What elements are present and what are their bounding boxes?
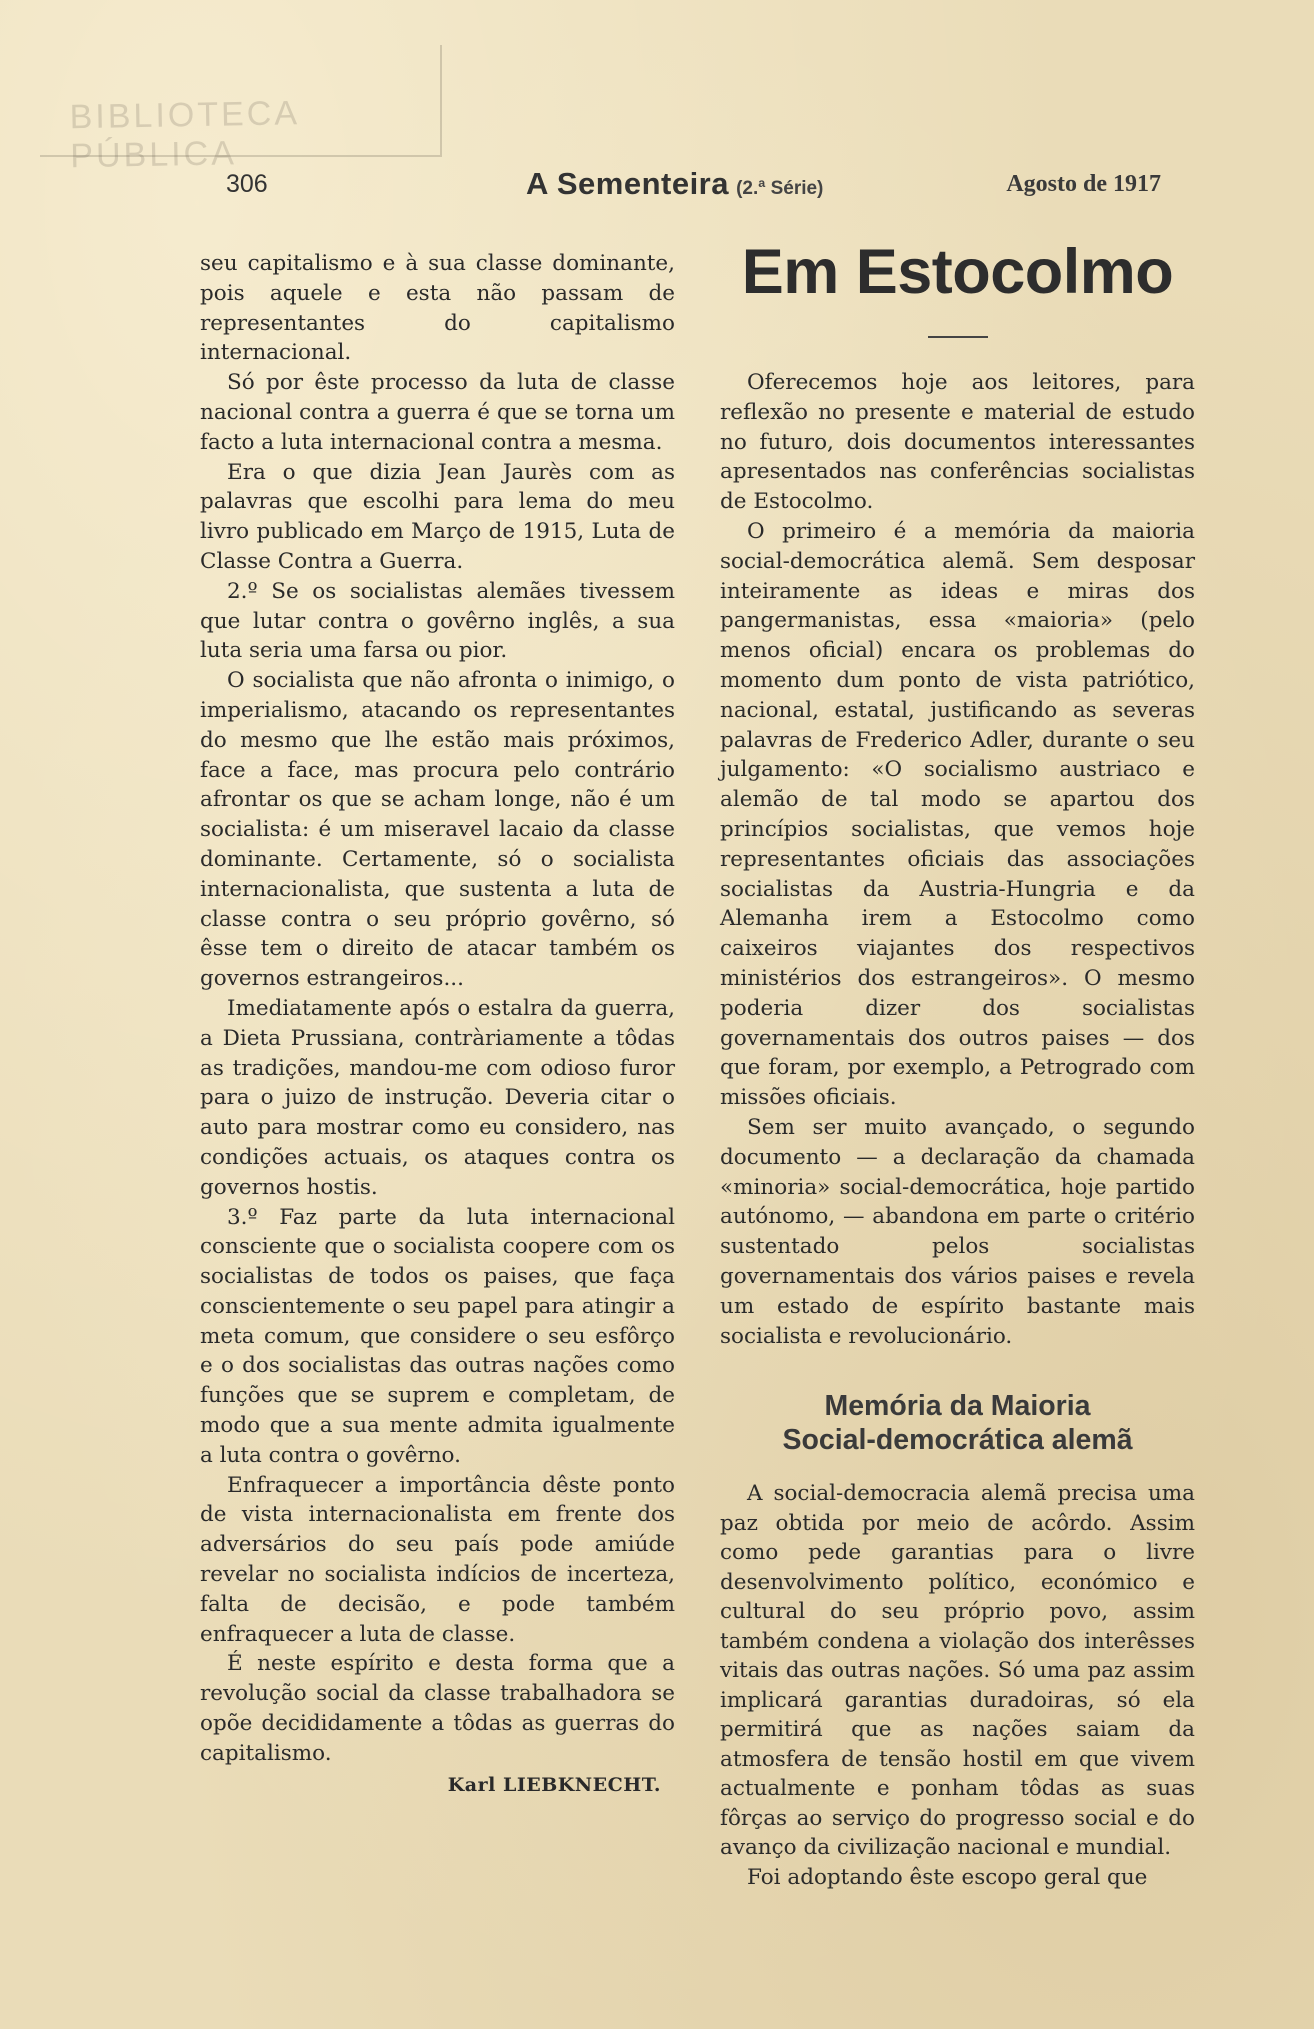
- paragraph: O socialista que não afronta o inimigo, o imperialismo, atacando os representantes do mesmo que lhe estão mais próximos, face a face, mas procura pelo contrário afrontar os que se acham longe, não é um socialista: é um miseravel lacaio da classe dominante. Certamente, só o socialista internacionalista, que sustenta a luta de classe contra o seu próprio govêrno, só êsse tem o direito de atacar também os governos estrangeiros...: [200, 668, 675, 992]
- issue-date: Agosto de 1917: [1006, 171, 1161, 197]
- paragraph: Imediatamente após o estalra da guerra, a Dieta Prussiana, contràriamente a tôdas as tradições, mandou-me com odioso furor para o juizo de instrução. Deveria citar o auto para mostrar como eu considero, nas condições actuais, os ataques contra os governos hostis.: [200, 995, 675, 1200]
- section-heading: [720, 1389, 1195, 1457]
- journal-title-block: [526, 166, 823, 202]
- paragraph: A social-democracia alemã precisa uma paz obtida por meio de acôrdo. Assim como pede garantias para o livre desenvolvimento político, económico e cultural do seu próprio povo, assim também condena a violação dos interêsses vitais das outras nações. Só uma paz assim implicará garantias duradoiras, só ela permitirá que as nações saiam da atmosfera de tensão hostil em que vivem actualmente e ponham tôdas as suas fôrças ao serviço do progresso social e do avanço da civilização nacional e mundial.: [720, 1481, 1195, 1861]
- page-header: [226, 166, 1161, 206]
- paragraph: 3.º Faz parte da luta internacional consciente que o socialista coopere com os socialistas de todos os paises, que faça conscientemente o seu papel para atingir a meta comum, que considere o seu esfôrço e o dos socialistas das outras nações como funções que se suprem e completam, de modo que a sua mente admita igualmente a luta contra o govêrno.: [200, 1204, 675, 1468]
- title-divider: [928, 336, 988, 338]
- paragraph: O primeiro é a memória da maioria social-democrática alemã. Sem desposar inteiramente as ideas e miras dos pangermanistas, essa «maioria» (pelo menos oficial) encara os problemas do momento dum ponto de vista patriótico, nacional, estatal, justificando as severas palavras de Frederico Adler, durante o seu julgamento: «O socialismo austriaco e alemão de tal modo se apartou dos princípios socialistas, que vemos hoje representantes oficiais das associações socialistas da Austria-Hungria e da Alemanha irem a Estocolmo como caixeiros viajantes dos respectivos ministérios dos estrangeiros». O mesmo poderia dizer dos socialistas governamentais dos outros paises — dos que foram, por exemplo, a Petrogrado com missões oficiais.: [720, 518, 1195, 1111]
- left-column: [200, 249, 675, 1800]
- author-signature: Karl LIEBKNECHT.: [447, 1773, 661, 1796]
- section-heading-line: Memória da Maioria: [824, 1390, 1091, 1423]
- paragraph: É neste espírito e desta forma que a revolução social da classe trabalhadora se opõe decididamente a tôdas as guerras do capitalismo.: [200, 1651, 675, 1766]
- library-stamp-text: BIBLIOTECA PÚBLICA: [69, 94, 299, 176]
- paragraph: Enfraquecer a importância dêste ponto de vista internacionalista em frente dos adversários do seu país pode amiúde revelar no socialista indícios de incerteza, falta de decisão, e pode também enfraquecer a luta de classe.: [200, 1472, 675, 1647]
- right-column: [720, 236, 1195, 1892]
- paragraph: Só por êste processo da luta de classe nacional contra a guerra é que se torna um facto a luta internacional contra a mesma.: [200, 370, 675, 455]
- paragraph: Era o que dizia Jean Jaurès com as palavras que escolhi para lema do meu livro publicado em Março de 1915, Luta de Classe Contra a Guerra.: [200, 459, 675, 574]
- section-heading-line: Social-democrática alemã: [782, 1424, 1133, 1457]
- paragraph: seu capitalismo e à sua classe dominante, pois aquele e esta não passam de representantes do capitalismo internacional.: [200, 251, 675, 366]
- paragraph: Foi adoptando êste escopo geral que: [747, 1864, 1148, 1890]
- page-number: 306: [226, 170, 268, 198]
- article-title: Em Estocolmo: [741, 237, 1174, 307]
- paragraph: Oferecemos hoje aos leitores, para reflexão no presente e material de estudo no futuro, dois documentos interessantes apresentados nas conferências socialistas de Estocolmo.: [720, 370, 1195, 515]
- journal-title: A Sementeira: [526, 166, 729, 201]
- paragraph: 2.º Se os socialistas alemães tivessem que lutar contra o govêrno inglês, a sua luta seria uma farsa ou pior.: [200, 578, 675, 664]
- section-body: [720, 1479, 1195, 1892]
- journal-series: (2.ª Série): [736, 178, 824, 199]
- library-stamp-border: [40, 45, 442, 176]
- paragraph: Sem ser muito avançado, o segundo documento — a declaração da chamada «minoria» social-democrática, hoje partido autónomo, — abandona em parte o critério sustentado pelos socialistas governamentais dos vários paises e revela um estado de espírito bastante mais socialista e revolucionário.: [720, 1114, 1195, 1349]
